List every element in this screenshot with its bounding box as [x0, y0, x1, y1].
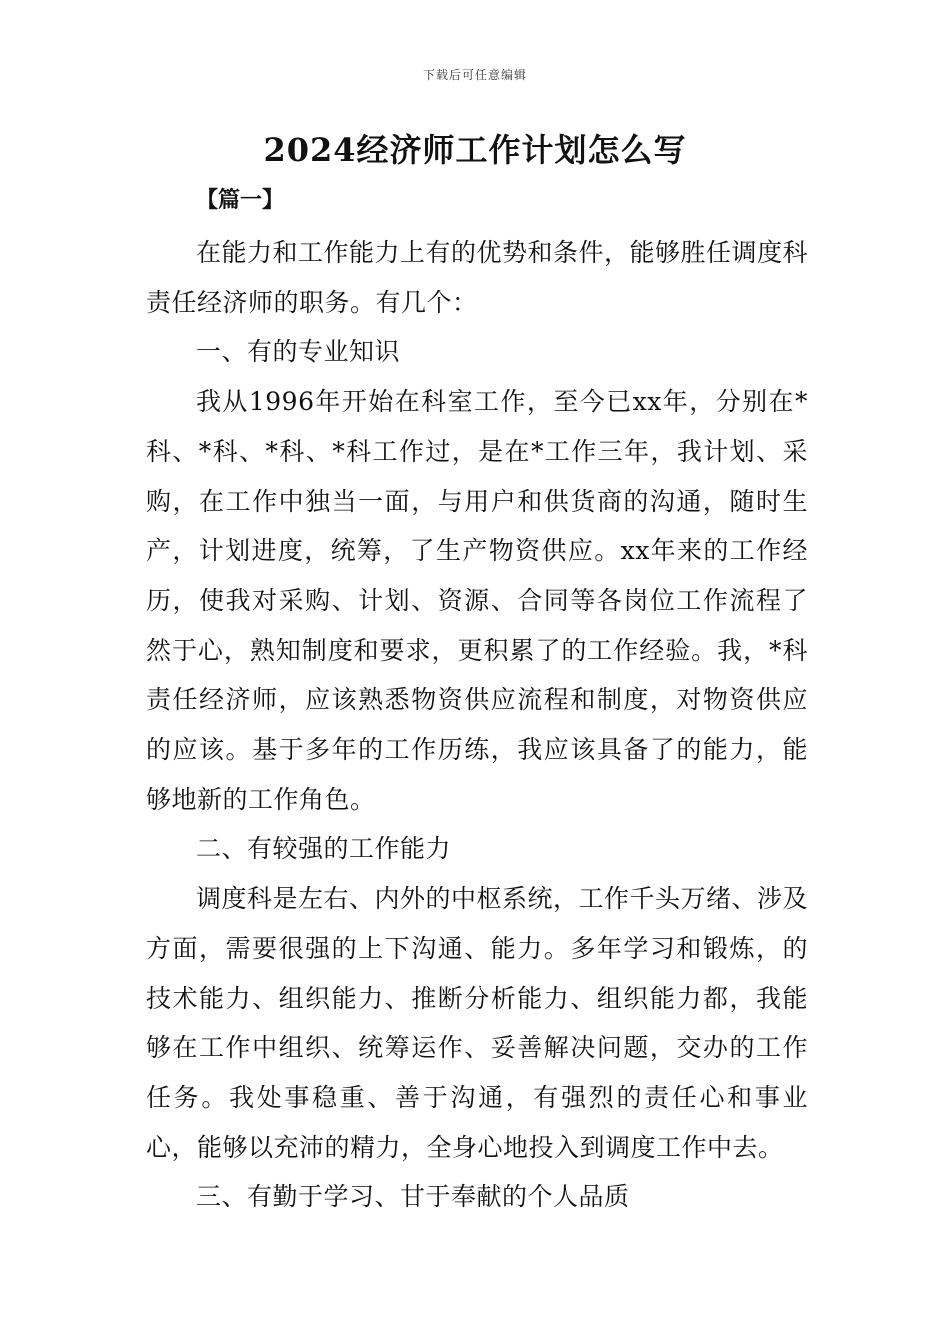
- heading-professional-knowledge: 一、有的专业知识: [196, 337, 401, 367]
- header-note: 下载后可任意编辑: [422, 68, 527, 82]
- document-title: 2024经济师工作计划怎么写: [263, 131, 687, 169]
- paragraph-ability: 调度科是左右、内外的中枢系统，工作千头万绪、涉及方面，需要很强的上下沟通、能力。多年学习和锻炼，的技术能力、组织能力、推断分析能力、组织能力都，我能够在工作中组织、统筹运作、妥善解决问题，交办的工作任务。我处事稳重、善于沟通，有强烈的责任心和事业心，能够以充沛的精力，全身心地投入到调度工作中去。: [146, 884, 809, 1162]
- paragraph-intro: 在能力和工作能力上有的优势和条件，能够胜任调度科责任经济师的职务。有几个：: [146, 238, 809, 317]
- heading-personal-quality: 三、有勤于学习、甘于奉献的个人品质: [196, 1182, 630, 1212]
- paragraph-experience: 我从1996年开始在科室工作，至今已xx年，分别在*科、*科、*科、*科工作过，是在*工作三年，我计划、采购，在工作中独当一面，与用户和供货商的沟通，随时生产，计划进度，统筹，了生产物资供应。xx年来的工作经历，使我对采购、计划、资源、合同等各岗位工作流程了然于心，熟知制度和要求，更积累了的工作经验。我，*科责任经济师，应该熟悉物资供应流程和制度，对物资供应的应该。基于多年的工作历练，我应该具备了的能力，能够地新的工作角色。: [146, 387, 808, 814]
- section-label: 【篇一】: [196, 187, 285, 213]
- document-body: [146, 228, 808, 1222]
- heading-work-ability: 二、有较强的工作能力: [196, 834, 452, 864]
